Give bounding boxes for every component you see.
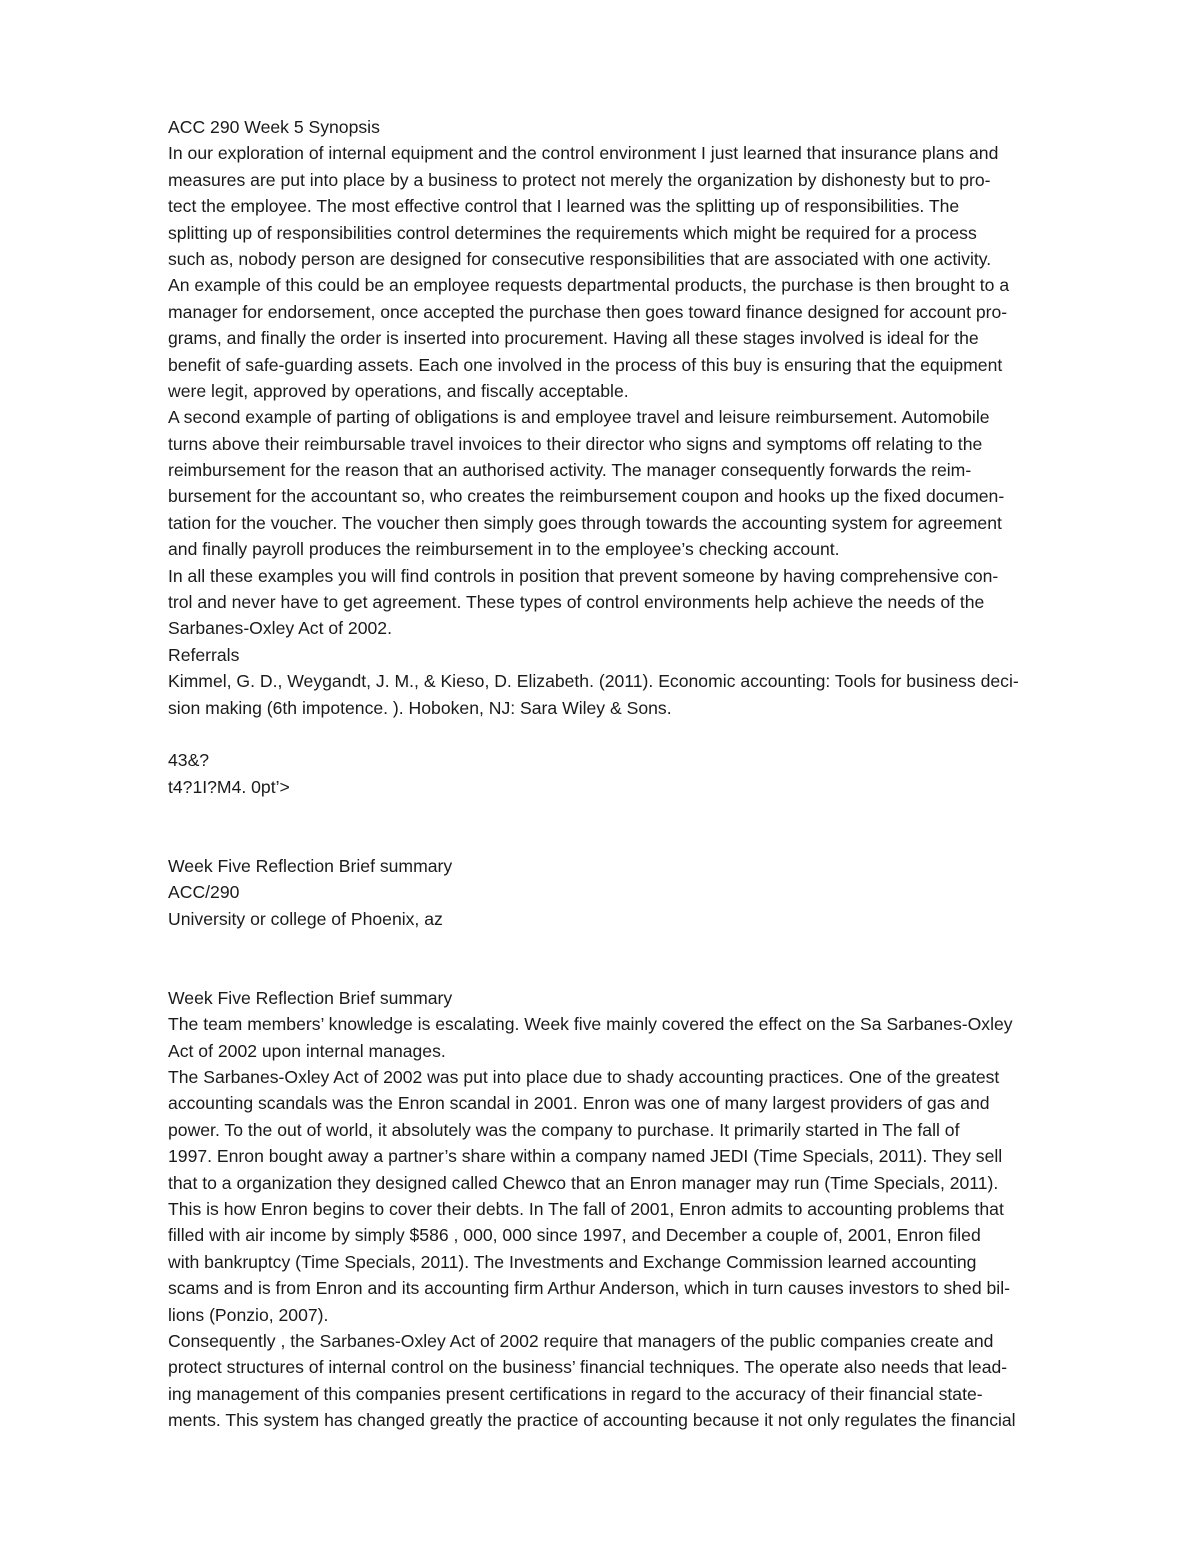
cover-title: Week Five Reflection Brief summary [168, 855, 453, 876]
body-line: lions (Ponzio, 2007). [168, 1304, 329, 1325]
body-line: and finally payroll produces the reimbursement in to the employee’s checking account. [168, 539, 840, 560]
body-line: turns above their reimbursable travel invoices to their director who signs and symptoms off relating to the [168, 433, 983, 454]
body-line: splitting up of responsibilities control determines the requirements which might be required for a process [168, 222, 977, 243]
body-line: grams, and finally the order is inserted into procurement. Having all these stages involved is ideal for the [168, 328, 979, 349]
body-line: In all these examples you will find controls in position that prevent someone by having comprehensive con- [168, 565, 999, 586]
garbled-text: t4?1I?M4. 0pt’> [168, 776, 290, 797]
body-line: An example of this could be an employee requests departmental products, the purchase is then brought to a [168, 275, 1010, 296]
body-line: scams and is from Enron and its accounting firm Arthur Anderson, which in turn causes investors to shed bil- [168, 1278, 1010, 1299]
reference-entry: Kimmel, G. D., Weygandt, J. M., & Kieso, D. Elizabeth. (2011). Economic accounting: Tools for business deci- [168, 671, 1019, 692]
body-line: tect the employee. The most effective control that I learned was the splitting up of responsibilities. The [168, 196, 960, 217]
body-line: such as, nobody person are designed for consecutive responsibilities that are associated with one activity. [168, 248, 992, 269]
document-title: ACC 290 Week 5 Synopsis [168, 117, 380, 137]
body-line: 1997. Enron bought away a partner’s share within a company named JEDI (Time Specials, 2011). They sell [168, 1146, 1003, 1167]
body-line: Consequently , the Sarbanes-Oxley Act of 2002 require that managers of the public companies create and [168, 1330, 994, 1351]
body-line: bursement for the accountant so, who creates the reimbursement coupon and hooks up the fixed documen- [168, 486, 1005, 507]
body-line: ments. This system has changed greatly the practice of accounting because it not only regulates the financial [168, 1410, 1016, 1431]
body-line: power. To the out of world, it absolutely was the company to purchase. It primarily started in The fall of [168, 1119, 960, 1140]
document-body [168, 114, 1128, 1434]
cover-course: ACC/290 [168, 882, 240, 903]
body-line: Sarbanes-Oxley Act of 2002. [168, 618, 392, 639]
blank-line [168, 959, 1128, 985]
body-line: Act of 2002 upon internal manages. [168, 1040, 446, 1061]
garbled-text: 43&? [168, 750, 210, 771]
body-line: accounting scandals was the Enron scandal in 2001. Enron was one of many largest providers of gas and [168, 1093, 990, 1114]
body-line: ing management of this companies present certifications in regard to the accuracy of their financial state- [168, 1383, 983, 1404]
reference-entry: sion making (6th impotence. ). Hoboken, NJ: Sara Wiley & Sons. [168, 697, 672, 718]
body-line: The Sarbanes-Oxley Act of 2002 was put into place due to shady accounting practices. One of the greatest [168, 1067, 1000, 1088]
body-line: that to a organization they designed called Chewco that an Enron manager may run (Time Specials, 2011). [168, 1172, 999, 1193]
blank-line [168, 800, 1128, 826]
blank-line [168, 827, 1128, 853]
body-line: measures are put into place by a business to protect not merely the organization by dishonesty but to pro- [168, 169, 991, 190]
body-line: benefit of safe-guarding assets. Each one involved in the process of this buy is ensuring that the equipment [168, 354, 1003, 375]
body-line: The team members’ knowledge is escalating. Week five mainly covered the effect on the Sa Sarbanes-Oxley [168, 1014, 1013, 1035]
body-line: reimbursement for the reason that an authorised activity. The manager consequently forwards the reim- [168, 460, 972, 481]
references-heading: Referrals [168, 644, 240, 665]
body-line: A second example of parting of obligations is and employee travel and leisure reimbursement. Automobile [168, 407, 990, 428]
blank-line [168, 721, 1128, 747]
body-line: In our exploration of internal equipment and the control environment I just learned that insurance plans and [168, 143, 999, 164]
body-line: tation for the voucher. The voucher then simply goes through towards the accounting system for agreement [168, 512, 1002, 533]
body-line: This is how Enron begins to cover their debts. In The fall of 2001, Enron admits to accounting problems that [168, 1199, 1004, 1220]
body-line: were legit, approved by operations, and fiscally acceptable. [168, 380, 629, 401]
body-line: filled with air income by simply $586 , 000, 000 since 1997, and December a couple of, 2001, Enron filed [168, 1225, 981, 1246]
cover-school: University or college of Phoenix, az [168, 908, 443, 929]
blank-line [168, 932, 1128, 958]
body-line: trol and never have to get agreement. These types of control environments help achieve the needs of the [168, 592, 985, 613]
body-line: with bankruptcy (Time Specials, 2011). The Investments and Exchange Commission learned accounting [168, 1251, 977, 1272]
body-line: manager for endorsement, once accepted the purchase then goes toward finance designed for account pro- [168, 301, 1008, 322]
body-line: protect structures of internal control on the business’ financial techniques. The operate also needs that lead- [168, 1357, 1008, 1378]
section-title: Week Five Reflection Brief summary [168, 987, 453, 1008]
